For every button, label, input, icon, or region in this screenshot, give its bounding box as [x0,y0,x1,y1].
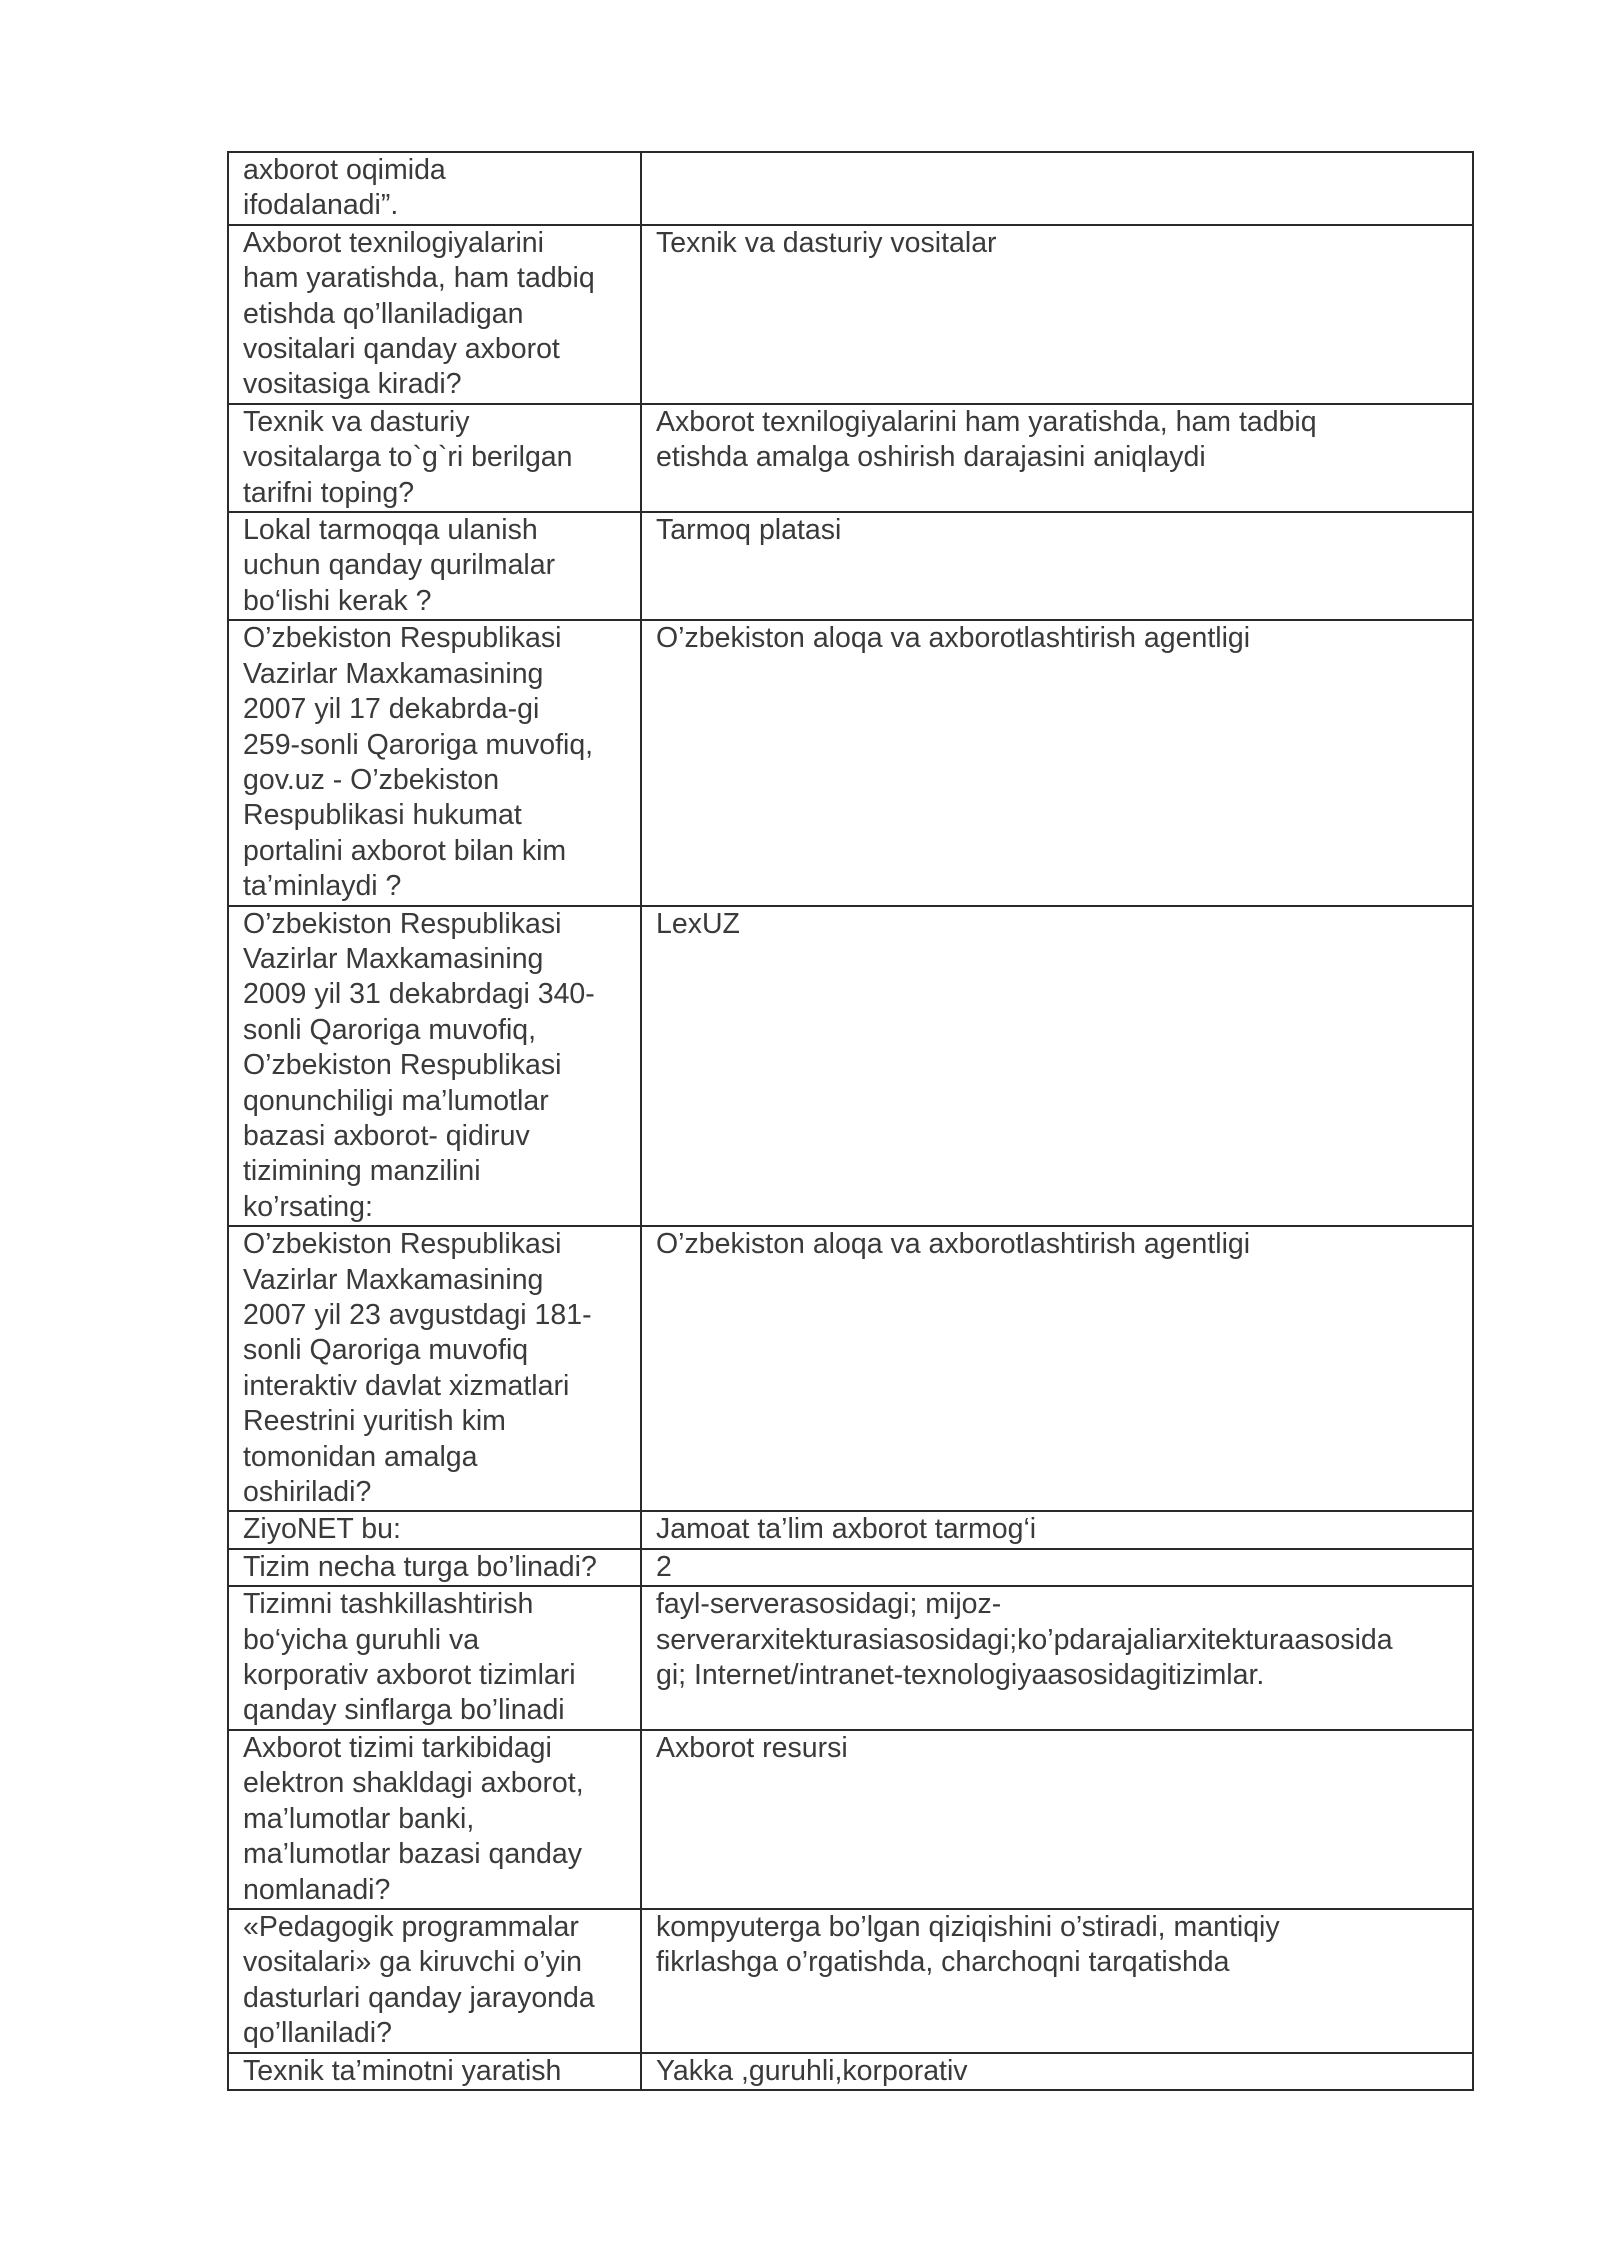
answer-cell: Axborot resursi [641,1730,1473,1909]
answer-cell [641,152,1473,225]
question-cell: Tizim necha turga bo’linadi? [228,1549,641,1586]
answer-cell: Texnik va dasturiy vositalar [641,225,1473,404]
answer-cell: Axborot texnilogiyalarini ham yaratishda, ham tadbiq etishda amalga oshirish darajasini aniqlaydi [641,404,1473,512]
answer-cell: LexUZ [641,906,1473,1227]
table-row [228,1730,1473,1909]
table-row [228,1909,1473,2053]
table-row [228,1586,1473,1730]
table-row [228,152,1473,225]
question-cell: O’zbekiston Respublikasi Vazirlar Maxkamasining 2007 yil 17 dekabrda-gi 259-sonli Qaroriga muvofiq, gov.uz - O’zbekiston Respublikasi hukumat portalini axborot bilan kim ta’minlaydi ? [228,620,641,905]
answer-cell: 2 [641,1549,1473,1586]
answer-cell: O’zbekiston aloqa va axborotlashtirish agentligi [641,1226,1473,1511]
question-cell: «Pedagogik programmalar vositalari» ga kiruvchi o’yin dasturlari qanday jarayonda qo’llaniladi? [228,1909,641,2053]
question-cell: Axborot tizimi tarkibidagi elektron shakldagi axborot, ma’lumotlar banki, ma’lumotlar bazasi qanday nomlanadi? [228,1730,641,1909]
question-cell: Texnik ta’minotni yaratish [228,2053,641,2090]
question-cell: axborot oqimida ifodalanadi”. [228,152,641,225]
table-row [228,2053,1473,2090]
question-cell: O’zbekiston Respublikasi Vazirlar Maxkamasining 2009 yil 31 dekabrdagi 340- sonli Qaroriga muvofiq, O’zbekiston Respublikasi qonunchiligi ma’lumotlar bazasi axborot- qidiruv tizimining manzilini ko’rsating: [228,906,641,1227]
table-row [228,512,1473,620]
answer-cell: kompyuterga bo’lgan qiziqishini o’stiradi, mantiqiy fikrlashga o’rgatishda, charchoqni tarqatishda [641,1909,1473,2053]
answer-cell: Tarmoq platasi [641,512,1473,620]
answer-cell: O’zbekiston aloqa va axborotlashtirish agentligi [641,620,1473,905]
table-row [228,906,1473,1227]
table-row [228,225,1473,404]
question-cell: Texnik va dasturiy vositalarga to`g`ri berilgan tarifni toping? [228,404,641,512]
question-cell: Lokal tarmoqqa ulanish uchun qanday qurilmalar bo‘lishi kerak ? [228,512,641,620]
table-row [228,620,1473,905]
question-cell: O’zbekiston Respublikasi Vazirlar Maxkamasining 2007 yil 23 avgustdagi 181- sonli Qaroriga muvofiq interaktiv davlat xizmatlari Reestrini yuritish kim tomonidan amalga oshiriladi? [228,1226,641,1511]
table-row [228,404,1473,512]
question-cell: ZiyoNET bu: [228,1511,641,1548]
table-row [228,1226,1473,1511]
table-row [228,1511,1473,1548]
question-cell: Tizimni tashkillashtirish bo‘yicha guruhli va korporativ axborot tizimlari qanday sinflarga bo’linadi [228,1586,641,1730]
answer-cell: Yakka ,guruhli,korporativ [641,2053,1473,2090]
answer-cell: Jamoat ta’lim axborot tarmog‘i [641,1511,1473,1548]
table-row [228,1549,1473,1586]
question-cell: Axborot texnilogiyalarini ham yaratishda, ham tadbiq etishda qo’llaniladigan vositalari qanday axborot vositasiga kiradi? [228,225,641,404]
qa-table [227,151,1474,2091]
answer-cell: fayl-serverasosidagi; mijoz- serverarxitekturasiasosidagi;ko’pdarajaliarxitekturaasosida gi; Internet/intranet-texnologiyaasosidagitizimlar. [641,1586,1473,1730]
